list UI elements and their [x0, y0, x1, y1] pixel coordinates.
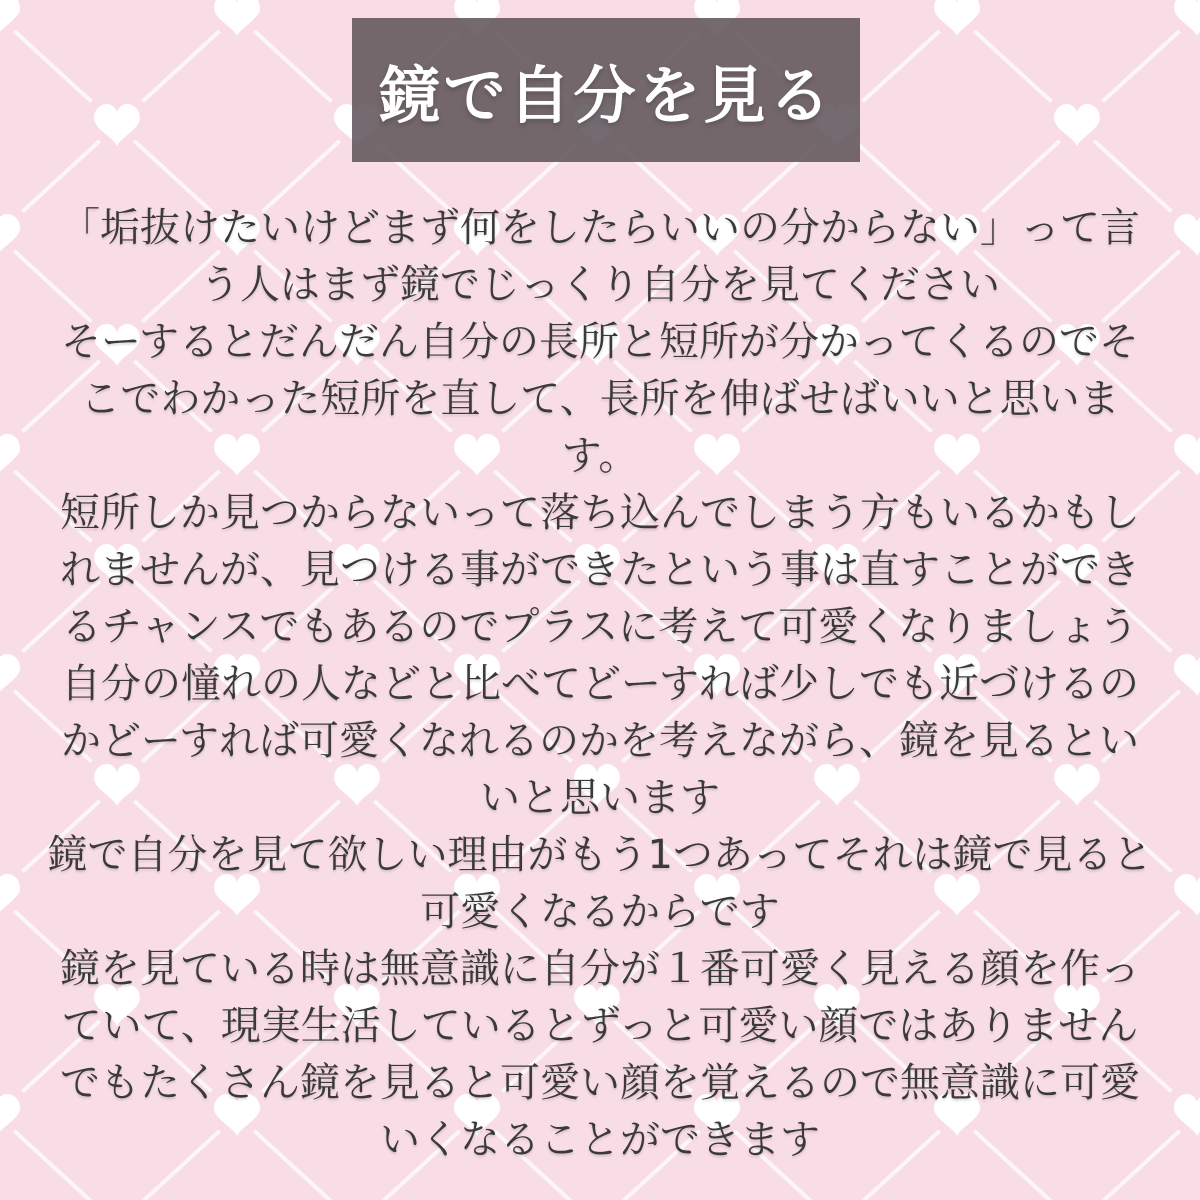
body-text-block — [0, 200, 1200, 1169]
page-title: 鏡で自分を見る — [378, 58, 834, 132]
body-line: 可愛くなるからです — [420, 889, 780, 935]
body-line: れませんが、見つける事ができたという事は直すことができ — [60, 547, 1140, 593]
body-line: 鏡で自分を見て欲しい理由がもう1つあってそれは鏡で見ると — [47, 832, 1153, 878]
body-line: でもたくさん鏡を見ると可愛い顔を覚えるので無意識に可愛 — [60, 1060, 1140, 1106]
body-line: そーするとだんだん自分の長所と短所が分かってくるのでそ — [61, 319, 1139, 365]
body-line: いと思います — [480, 775, 720, 821]
body-line: う人はまず鏡でじっくり自分を見てください — [200, 262, 1000, 308]
body-line: 「垢抜けたいけどまず何をしたらいいの分からない」って言 — [60, 205, 1140, 251]
body-line: 自分の憧れの人などと比べてどーすれば少しでも近づけるの — [61, 661, 1139, 707]
body-line: るチャンスでもあるのでプラスに考えて可愛くなりましょう — [61, 604, 1139, 650]
body-line: す。 — [561, 433, 639, 479]
body-line: ていて、現実生活しているとずっと可愛い顔ではありません — [61, 1003, 1139, 1049]
body-line: かどーすれば可愛くなれるのかを考えながら、鏡を見るとい — [61, 718, 1139, 764]
body-line: こでわかった短所を直して、長所を伸ばせばいいと思いま — [80, 376, 1120, 422]
body-line: 鏡を見ている時は無意識に自分が１番可愛く見える顔を作っ — [60, 946, 1140, 992]
body-line: 短所しか見つからないって落ち込んでしまう方もいるかもし — [60, 490, 1140, 536]
title-banner — [352, 18, 860, 162]
body-line: いくなることができます — [380, 1117, 820, 1163]
